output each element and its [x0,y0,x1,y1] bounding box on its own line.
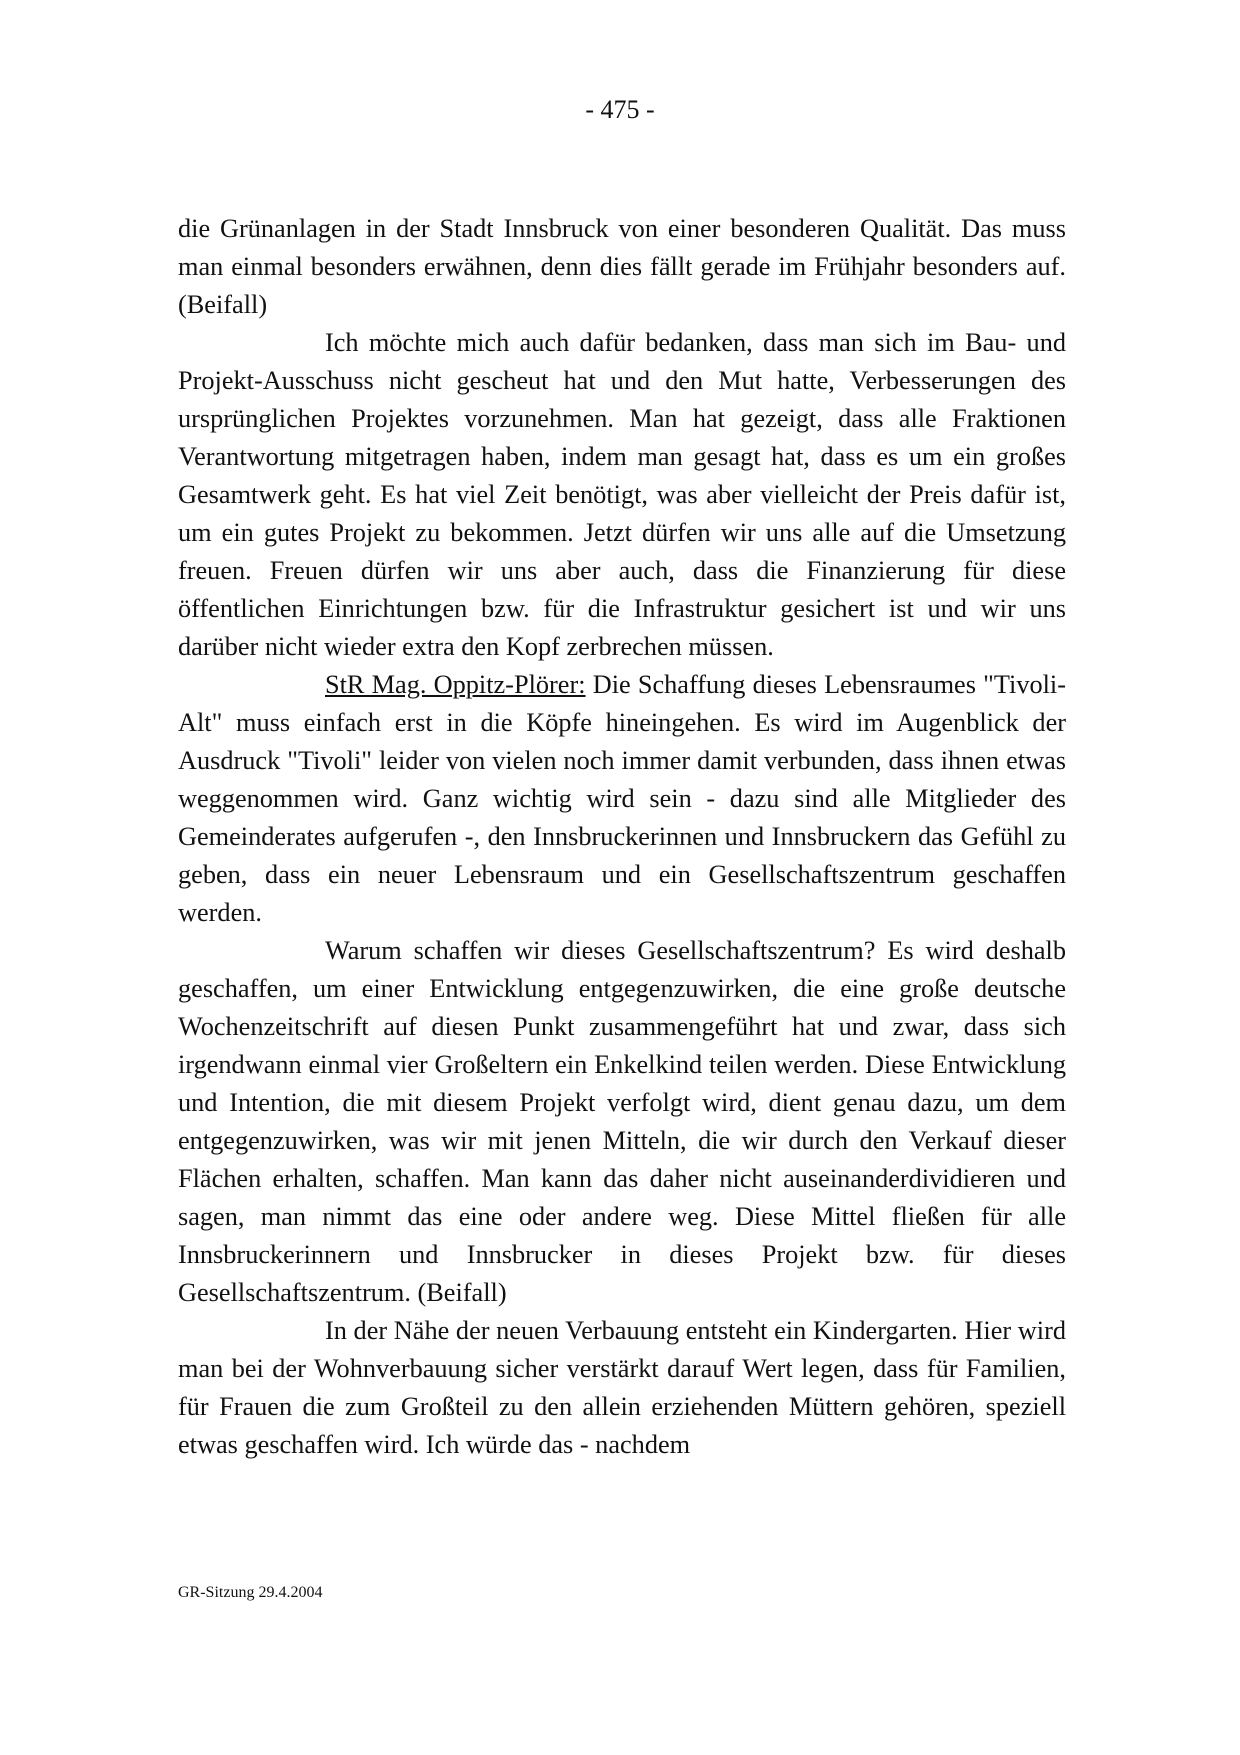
footer-session-date: GR-Sitzung 29.4.2004 [178,1584,323,1601]
paragraph-3-text: Die Schaffung dieses Lebensraumes "Tivoli-Alt" muss einfach erst in die Köpfe hineingehen. Es wird im Augenblick der Ausdruck "Tivoli" leider von vielen noch immer damit verbunden, dass ihnen etwas weggenommen wird. Ganz wichtig wird sein - dazu sind alle Mitglieder des Gemeinderates aufgerufen -, den Innsbruckerinnen und Innsbruckern das Gefühl zu geben, dass ein neuer Lebensraum und ein Gesellschaftszentrum geschaffen werden. [178,670,1066,927]
paragraph-4: Warum schaffen wir dieses Gesellschaftszentrum? Es wird deshalb geschaffen, um einer Entwicklung entgegenzuwirken, die eine große deutsche Wochenzeitschrift auf diesen Punkt zusammengeführt hat und zwar, dass sich irgendwann einmal vier Großeltern ein Enkelkind teilen werden. Diese Entwicklung und Intention, die mit diesem Projekt verfolgt wird, dient genau dazu, um dem entgegenzuwirken, was wir mit jenen Mitteln, die wir durch den Verkauf dieser Flächen erhalten, schaffen. Man kann das daher nicht auseinanderdividieren und sagen, man nimmt das eine oder andere weg. Diese Mittel fließen für alle Innsbruckerinnern und Innsbrucker in dieses Projekt bzw. für dieses Gesellschaftszentrum. (Beifall) [178,936,1066,1307]
paragraph-3 [178,666,1066,932]
paragraph-2: Ich möchte mich auch dafür bedanken, dass man sich im Bau- und Projekt-Ausschuss nicht gescheut hat und den Mut hatte, Verbesserungen des ursprünglichen Projektes vorzunehmen. Man hat gezeigt, dass alle Fraktionen Verantwortung mitgetragen haben, indem man gesagt hat, dass es um ein großes Gesamtwerk geht. Es hat viel Zeit benötigt, was aber vielleicht der Preis dafür ist, um ein gutes Projekt zu bekommen. Jetzt dürfen wir uns alle auf die Umsetzung freuen. Freuen dürfen wir uns aber auch, dass die Finanzierung für diese öffentlichen Einrichtungen bzw. für die Infrastruktur gesichert ist und wir uns darüber nicht wieder extra den Kopf zerbrechen müssen. [178,328,1066,661]
document-body [178,210,1066,1464]
page-number: - 475 - [585,95,655,124]
paragraph-5: In der Nähe der neuen Verbauung entsteht ein Kindergarten. Hier wird man bei der Wohnverbauung sicher verstärkt darauf Wert legen, dass für Familien, für Frauen die zum Großteil zu den allein erziehenden Müttern gehören, speziell etwas geschaffen wird. Ich würde das - nachdem [178,1316,1066,1459]
paragraph-1: die Grünanlagen in der Stadt Innsbruck von einer besonderen Qualität. Das muss man einmal besonders erwähnen, denn dies fällt gerade im Frühjahr besonders auf. (Beifall) [178,214,1066,319]
speaker-name: StR Mag. Oppitz-Plörer: [325,670,586,699]
